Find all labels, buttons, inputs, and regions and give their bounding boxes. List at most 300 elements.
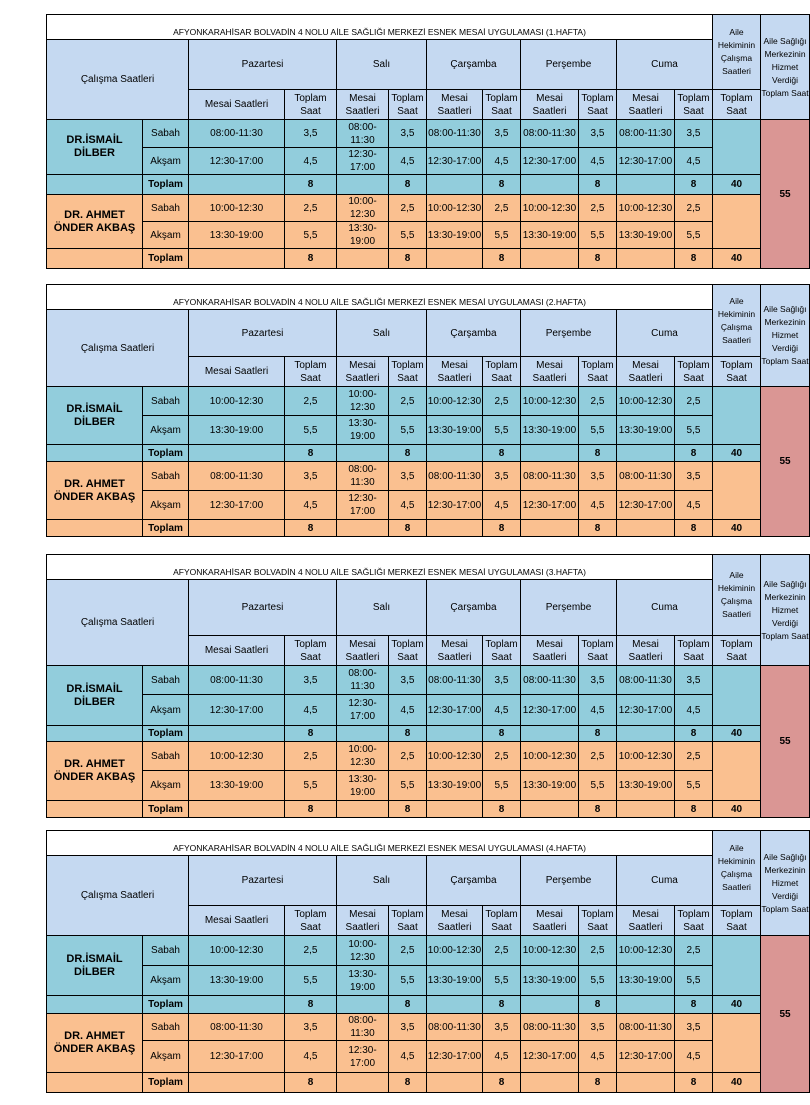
total-hours-header: Toplam Saat [389, 90, 427, 120]
evening-hours: 4,5 [675, 148, 713, 175]
shift-hours-header: Mesai Saatleri [427, 906, 483, 936]
doctor-name: DR.İSMAİL DİLBER [47, 666, 143, 726]
day-total-spacer [427, 249, 483, 269]
day-total: 8 [675, 445, 713, 462]
morning-hours: 2,5 [285, 195, 337, 222]
evening-hours: 5,5 [579, 771, 617, 801]
morning-time: 10:00-12:30 [617, 936, 675, 966]
morning-time: 10:00-12:30 [337, 936, 389, 966]
morning-time: 10:00-12:30 [189, 742, 285, 771]
evening-time: 12:30-17:00 [189, 1041, 285, 1073]
day-total-spacer [427, 175, 483, 195]
evening-time: 13:30-19:00 [617, 222, 675, 249]
morning-hours: 2,5 [389, 195, 427, 222]
morning-hours: 2,5 [675, 936, 713, 966]
day-header: Cuma [617, 580, 713, 636]
day-header: Çarşamba [427, 580, 521, 636]
day-total: 8 [389, 726, 427, 742]
day-total: 8 [483, 996, 521, 1014]
morning-hours: 3,5 [579, 462, 617, 491]
total-hours-header: Toplam Saat [285, 636, 337, 666]
evening-hours: 4,5 [579, 1041, 617, 1073]
evening-hours: 4,5 [389, 695, 427, 726]
evening-label: Akşam [143, 491, 189, 520]
evening-time: 13:30-19:00 [189, 222, 285, 249]
evening-hours: 5,5 [675, 222, 713, 249]
evening-hours: 4,5 [483, 491, 521, 520]
total-hours-header: Toplam Saat [389, 636, 427, 666]
morning-hours: 3,5 [675, 666, 713, 695]
evening-label: Akşam [143, 148, 189, 175]
total-row-spacer [47, 445, 143, 462]
morning-time: 10:00-12:30 [427, 936, 483, 966]
morning-hours: 3,5 [483, 120, 521, 148]
evening-time: 13:30-19:00 [427, 416, 483, 445]
morning-label: Sabah [143, 666, 189, 695]
evening-time: 12:30-17:00 [427, 491, 483, 520]
evening-time: 12:30-17:00 [617, 491, 675, 520]
day-total-spacer [189, 726, 285, 742]
doctor-name: DR. AHMET ÖNDER AKBAŞ [47, 462, 143, 520]
center-service-hours-header: Aile Sağlığı Merkezinin Hizmet Verdiği Toplam Saat [761, 831, 810, 936]
evening-hours: 4,5 [389, 1041, 427, 1073]
doctor-hours-empty [713, 387, 761, 445]
morning-time: 08:00-11:30 [189, 462, 285, 491]
evening-time: 13:30-19:00 [521, 222, 579, 249]
total-hours-header: Toplam Saat [483, 636, 521, 666]
evening-time: 13:30-19:00 [189, 416, 285, 445]
morning-time: 08:00-11:30 [189, 1014, 285, 1041]
evening-time: 12:30-17:00 [427, 695, 483, 726]
morning-hours: 2,5 [483, 742, 521, 771]
day-total: 8 [579, 801, 617, 818]
day-total: 8 [285, 726, 337, 742]
day-total-spacer [521, 175, 579, 195]
morning-hours: 3,5 [483, 462, 521, 491]
shift-hours-header: Mesai Saatleri [337, 636, 389, 666]
evening-hours: 5,5 [675, 416, 713, 445]
evening-time: 12:30-17:00 [617, 695, 675, 726]
morning-hours: 3,5 [579, 120, 617, 148]
morning-hours: 2,5 [285, 936, 337, 966]
total-hours-header: Toplam Saat [483, 90, 521, 120]
morning-hours: 2,5 [675, 195, 713, 222]
day-total: 8 [675, 249, 713, 269]
evening-hours: 5,5 [483, 222, 521, 249]
morning-time: 10:00-12:30 [189, 195, 285, 222]
evening-time: 12:30-17:00 [617, 148, 675, 175]
evening-time: 13:30-19:00 [337, 966, 389, 996]
day-total-spacer [189, 1073, 285, 1093]
morning-hours: 3,5 [579, 1014, 617, 1041]
day-header: Salı [337, 856, 427, 906]
evening-hours: 4,5 [285, 1041, 337, 1073]
morning-hours: 2,5 [389, 742, 427, 771]
morning-time: 08:00-11:30 [521, 120, 579, 148]
evening-time: 13:30-19:00 [521, 416, 579, 445]
morning-label: Sabah [143, 462, 189, 491]
morning-hours: 3,5 [389, 1014, 427, 1041]
evening-time: 12:30-17:00 [427, 1041, 483, 1073]
day-header: Salı [337, 580, 427, 636]
day-total: 8 [579, 1073, 617, 1093]
evening-hours: 5,5 [579, 966, 617, 996]
evening-hours: 4,5 [389, 491, 427, 520]
schedule-week-2 [46, 284, 809, 537]
morning-hours: 2,5 [483, 195, 521, 222]
shift-hours-header: Mesai Saatleri [337, 906, 389, 936]
evening-hours: 5,5 [285, 771, 337, 801]
center-total-hours: 55 [761, 387, 810, 537]
doctor-name: DR.İSMAİL DİLBER [47, 387, 143, 445]
evening-label: Akşam [143, 966, 189, 996]
day-total-spacer [521, 996, 579, 1014]
day-total-spacer [521, 1073, 579, 1093]
center-total-hours: 55 [761, 666, 810, 818]
total-label: Toplam [143, 175, 189, 195]
day-header: Çarşamba [427, 856, 521, 906]
evening-time: 12:30-17:00 [337, 695, 389, 726]
doctor-name: DR.İSMAİL DİLBER [47, 936, 143, 996]
evening-hours: 5,5 [579, 416, 617, 445]
total-hours-header: Toplam Saat [579, 636, 617, 666]
evening-time: 13:30-19:00 [617, 966, 675, 996]
day-total-spacer [521, 445, 579, 462]
evening-time: 13:30-19:00 [427, 771, 483, 801]
center-service-hours-header: Aile Sağlığı Merkezinin Hizmet Verdiği Toplam Saat [761, 555, 810, 666]
day-total-spacer [189, 996, 285, 1014]
morning-time: 08:00-11:30 [617, 120, 675, 148]
shift-hours-header: Mesai Saatleri [189, 906, 285, 936]
morning-hours: 2,5 [285, 387, 337, 416]
day-total-spacer [617, 445, 675, 462]
doctor-name: DR.İSMAİL DİLBER [47, 120, 143, 175]
doctor-hours-empty [713, 462, 761, 520]
evening-time: 12:30-17:00 [337, 148, 389, 175]
total-label: Toplam [143, 445, 189, 462]
morning-time: 08:00-11:30 [337, 120, 389, 148]
evening-hours: 4,5 [579, 491, 617, 520]
morning-time: 10:00-12:30 [337, 195, 389, 222]
morning-time: 08:00-11:30 [617, 666, 675, 695]
week-total: 40 [713, 445, 761, 462]
morning-hours: 2,5 [579, 195, 617, 222]
morning-hours: 3,5 [389, 120, 427, 148]
morning-time: 08:00-11:30 [427, 462, 483, 491]
day-total: 8 [389, 520, 427, 537]
morning-hours: 2,5 [579, 936, 617, 966]
evening-time: 12:30-17:00 [521, 1041, 579, 1073]
day-total-spacer [617, 726, 675, 742]
morning-hours: 3,5 [285, 666, 337, 695]
day-total: 8 [483, 520, 521, 537]
schedule-table [46, 554, 810, 818]
day-total-spacer [337, 1073, 389, 1093]
evening-time: 13:30-19:00 [427, 222, 483, 249]
evening-hours: 5,5 [389, 771, 427, 801]
total-hours-header: Toplam Saat [483, 906, 521, 936]
day-total-spacer [337, 445, 389, 462]
evening-hours: 5,5 [483, 416, 521, 445]
total-hours-header: Toplam Saat [285, 357, 337, 387]
day-total: 8 [285, 175, 337, 195]
day-total-spacer [521, 801, 579, 818]
shift-hours-header: Mesai Saatleri [427, 357, 483, 387]
evening-hours: 5,5 [285, 222, 337, 249]
day-total-spacer [337, 801, 389, 818]
day-total-spacer [617, 996, 675, 1014]
total-label: Toplam [143, 520, 189, 537]
morning-hours: 3,5 [389, 462, 427, 491]
total-row-spacer [47, 520, 143, 537]
day-total-spacer [427, 801, 483, 818]
evening-hours: 5,5 [483, 966, 521, 996]
schedule-week-4 [46, 830, 809, 1093]
day-total: 8 [389, 445, 427, 462]
day-header: Perşembe [521, 856, 617, 906]
morning-time: 10:00-12:30 [427, 742, 483, 771]
day-total-spacer [337, 726, 389, 742]
doctor-hours-empty [713, 120, 761, 175]
center-total-hours: 55 [761, 120, 810, 269]
morning-time: 08:00-11:30 [521, 666, 579, 695]
day-total-spacer [189, 520, 285, 537]
day-total-spacer [521, 726, 579, 742]
morning-hours: 3,5 [675, 120, 713, 148]
day-total-spacer [617, 520, 675, 537]
shift-hours-header: Mesai Saatleri [521, 906, 579, 936]
week-total: 40 [713, 801, 761, 818]
day-header: Cuma [617, 310, 713, 357]
morning-time: 10:00-12:30 [521, 936, 579, 966]
morning-label: Sabah [143, 1014, 189, 1041]
day-total: 8 [285, 996, 337, 1014]
total-hours-header: Toplam Saat [675, 357, 713, 387]
evening-time: 12:30-17:00 [427, 148, 483, 175]
morning-hours: 3,5 [285, 462, 337, 491]
morning-time: 08:00-11:30 [337, 1014, 389, 1041]
working-hours-header: Çalışma Saatleri [47, 310, 189, 387]
shift-hours-header: Mesai Saatleri [617, 90, 675, 120]
total-label: Toplam [143, 801, 189, 818]
day-header: Cuma [617, 40, 713, 90]
day-total: 8 [483, 175, 521, 195]
evening-hours: 4,5 [483, 695, 521, 726]
day-total: 8 [675, 801, 713, 818]
morning-hours: 3,5 [579, 666, 617, 695]
day-header: Pazartesi [189, 40, 337, 90]
week-title: AFYONKARAHİSAR BOLVADİN 4 NOLU AİLE SAĞLIĞI MERKEZİ ESNEK MESAİ UYGULAMASI (4.HAFTA) [47, 831, 713, 856]
evening-hours: 5,5 [675, 966, 713, 996]
day-header: Çarşamba [427, 310, 521, 357]
morning-time: 10:00-12:30 [617, 195, 675, 222]
day-total: 8 [675, 996, 713, 1014]
week-total: 40 [713, 249, 761, 269]
evening-time: 13:30-19:00 [427, 966, 483, 996]
day-total: 8 [579, 445, 617, 462]
total-row-spacer [47, 249, 143, 269]
week-title: AFYONKARAHİSAR BOLVADİN 4 NOLU AİLE SAĞLIĞI MERKEZİ ESNEK MESAİ UYGULAMASI (1.HAFTA) [47, 15, 713, 40]
day-header: Çarşamba [427, 40, 521, 90]
morning-hours: 2,5 [285, 742, 337, 771]
evening-hours: 5,5 [389, 416, 427, 445]
day-total-spacer [189, 249, 285, 269]
day-total-spacer [617, 801, 675, 818]
evening-time: 13:30-19:00 [337, 416, 389, 445]
day-header: Pazartesi [189, 580, 337, 636]
morning-hours: 2,5 [675, 742, 713, 771]
day-total-spacer [337, 520, 389, 537]
evening-time: 12:30-17:00 [189, 148, 285, 175]
evening-time: 12:30-17:00 [189, 695, 285, 726]
evening-time: 13:30-19:00 [189, 771, 285, 801]
morning-hours: 3,5 [675, 1014, 713, 1041]
morning-hours: 2,5 [389, 936, 427, 966]
morning-time: 08:00-11:30 [617, 1014, 675, 1041]
day-total: 8 [579, 175, 617, 195]
center-service-hours-header: Aile Sağlığı Merkezinin Hizmet Verdiği Toplam Saat [761, 285, 810, 387]
evening-time: 13:30-19:00 [521, 771, 579, 801]
schedule-table [46, 14, 810, 269]
morning-time: 10:00-12:30 [189, 936, 285, 966]
evening-time: 13:30-19:00 [617, 416, 675, 445]
working-hours-header: Çalışma Saatleri [47, 856, 189, 936]
doctor-name: DR. AHMET ÖNDER AKBAŞ [47, 742, 143, 801]
day-total: 8 [675, 175, 713, 195]
day-total: 8 [285, 1073, 337, 1093]
morning-time: 08:00-11:30 [521, 1014, 579, 1041]
day-total: 8 [389, 801, 427, 818]
day-total-spacer [189, 801, 285, 818]
total-hours-header: Toplam Saat [675, 906, 713, 936]
evening-hours: 4,5 [579, 695, 617, 726]
morning-hours: 3,5 [483, 1014, 521, 1041]
day-total: 8 [579, 520, 617, 537]
family-doctor-hours-header: Aile Hekiminin Çalışma Saatleri [713, 831, 761, 906]
morning-hours: 2,5 [675, 387, 713, 416]
evening-time: 13:30-19:00 [189, 966, 285, 996]
total-hours-header: Toplam Saat [675, 90, 713, 120]
evening-hours: 4,5 [483, 1041, 521, 1073]
total-row-spacer [47, 801, 143, 818]
center-total-hours: 55 [761, 936, 810, 1093]
evening-hours: 4,5 [285, 695, 337, 726]
morning-hours: 3,5 [483, 666, 521, 695]
doctor-name: DR. AHMET ÖNDER AKBAŞ [47, 1014, 143, 1073]
evening-hours: 5,5 [483, 771, 521, 801]
week-total: 40 [713, 996, 761, 1014]
evening-hours: 4,5 [675, 1041, 713, 1073]
total-hours-header: Toplam Saat [713, 636, 761, 666]
day-total-spacer [521, 520, 579, 537]
family-doctor-hours-header: Aile Hekiminin Çalışma Saatleri [713, 15, 761, 90]
evening-hours: 5,5 [285, 966, 337, 996]
evening-hours: 5,5 [285, 416, 337, 445]
doctor-hours-empty [713, 936, 761, 996]
morning-time: 08:00-11:30 [337, 666, 389, 695]
day-total-spacer [337, 249, 389, 269]
morning-hours: 2,5 [579, 387, 617, 416]
evening-time: 12:30-17:00 [189, 491, 285, 520]
shift-hours-header: Mesai Saatleri [189, 357, 285, 387]
evening-time: 12:30-17:00 [337, 491, 389, 520]
total-label: Toplam [143, 996, 189, 1014]
day-total-spacer [617, 175, 675, 195]
morning-time: 08:00-11:30 [617, 462, 675, 491]
day-total: 8 [285, 520, 337, 537]
day-total: 8 [675, 1073, 713, 1093]
morning-time: 10:00-12:30 [427, 195, 483, 222]
morning-time: 08:00-11:30 [189, 120, 285, 148]
day-total: 8 [579, 726, 617, 742]
working-hours-header: Çalışma Saatleri [47, 40, 189, 120]
day-total: 8 [285, 249, 337, 269]
morning-time: 10:00-12:30 [521, 387, 579, 416]
morning-label: Sabah [143, 387, 189, 416]
evening-hours: 4,5 [675, 695, 713, 726]
day-total: 8 [675, 520, 713, 537]
doctor-hours-empty [713, 666, 761, 726]
day-total-spacer [189, 175, 285, 195]
schedule-week-1 [46, 14, 809, 269]
day-total: 8 [285, 801, 337, 818]
evening-label: Akşam [143, 695, 189, 726]
evening-hours: 4,5 [483, 148, 521, 175]
morning-time: 08:00-11:30 [427, 120, 483, 148]
week-total: 40 [713, 175, 761, 195]
doctor-name: DR. AHMET ÖNDER AKBAŞ [47, 195, 143, 249]
day-total-spacer [427, 726, 483, 742]
morning-time: 10:00-12:30 [337, 742, 389, 771]
morning-time: 10:00-12:30 [617, 742, 675, 771]
morning-hours: 3,5 [389, 666, 427, 695]
day-header: Perşembe [521, 580, 617, 636]
day-total-spacer [617, 1073, 675, 1093]
evening-hours: 4,5 [389, 148, 427, 175]
day-total-spacer [337, 175, 389, 195]
total-hours-header: Toplam Saat [285, 90, 337, 120]
total-row-spacer [47, 1073, 143, 1093]
morning-hours: 3,5 [675, 462, 713, 491]
doctor-hours-empty [713, 742, 761, 801]
total-hours-header: Toplam Saat [285, 906, 337, 936]
day-total-spacer [427, 445, 483, 462]
morning-label: Sabah [143, 195, 189, 222]
evening-time: 13:30-19:00 [617, 771, 675, 801]
evening-label: Akşam [143, 416, 189, 445]
total-row-spacer [47, 726, 143, 742]
shift-hours-header: Mesai Saatleri [337, 90, 389, 120]
morning-time: 08:00-11:30 [189, 666, 285, 695]
total-hours-header: Toplam Saat [483, 357, 521, 387]
day-total: 8 [389, 1073, 427, 1093]
center-service-hours-header: Aile Sağlığı Merkezinin Hizmet Verdiği Toplam Saat [761, 15, 810, 120]
week-total: 40 [713, 1073, 761, 1093]
morning-hours: 2,5 [579, 742, 617, 771]
total-row-spacer [47, 175, 143, 195]
total-hours-header: Toplam Saat [389, 906, 427, 936]
shift-hours-header: Mesai Saatleri [521, 636, 579, 666]
day-total-spacer [617, 249, 675, 269]
day-total: 8 [389, 175, 427, 195]
morning-time: 10:00-12:30 [521, 195, 579, 222]
family-doctor-hours-header: Aile Hekiminin Çalışma Saatleri [713, 285, 761, 357]
morning-hours: 2,5 [483, 936, 521, 966]
shift-hours-header: Mesai Saatleri [427, 636, 483, 666]
evening-label: Akşam [143, 222, 189, 249]
morning-time: 10:00-12:30 [521, 742, 579, 771]
evening-hours: 5,5 [389, 222, 427, 249]
